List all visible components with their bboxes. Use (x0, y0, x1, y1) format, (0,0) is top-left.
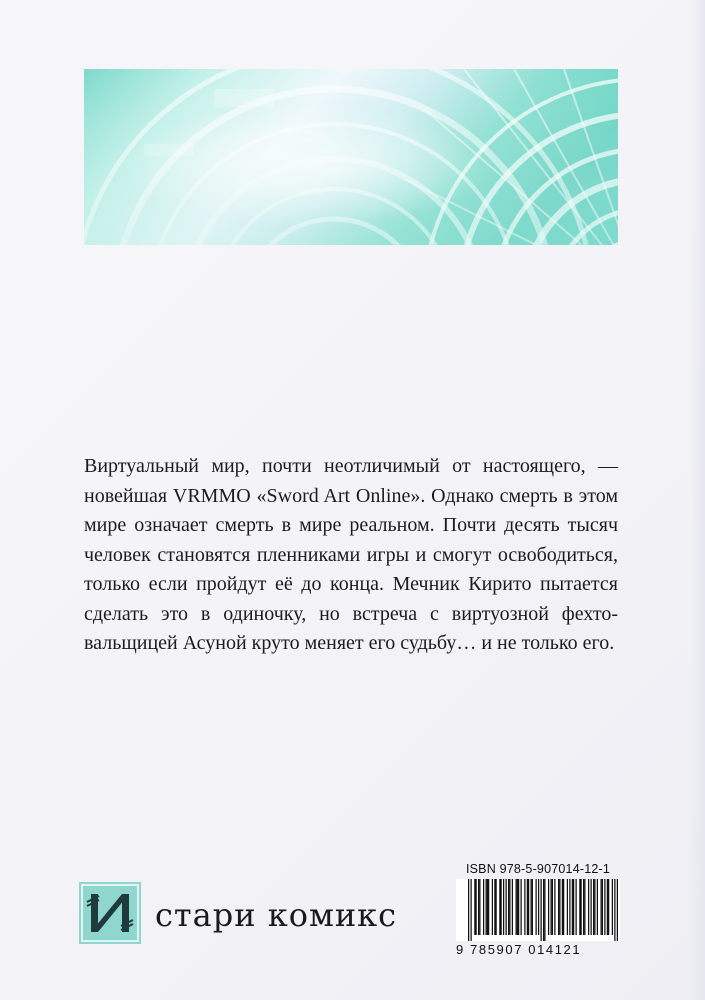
barcode-bar (532, 879, 533, 935)
blurb-line: новейшая VRMMO «Sword Art Online». Однако смерть в этом (84, 484, 618, 507)
barcode-bar (614, 879, 615, 941)
barcode-bar (476, 879, 477, 935)
barcode-bar (531, 879, 532, 935)
cover-edge-shadow (689, 0, 705, 1000)
barcode-bar (494, 879, 495, 935)
barcode-bar (588, 879, 589, 935)
barcode-bar (584, 879, 585, 935)
barcode-bar (548, 879, 549, 935)
cover-banner-image (84, 69, 618, 245)
blurb-line: Виртуальный мир, почти неотличимый от настоящего, — (84, 455, 618, 477)
barcode-bar (503, 879, 504, 935)
barcode-icon (456, 879, 620, 941)
isbn-label: ISBN 978-5-907014-12-1 (465, 862, 611, 876)
barcode-bar (544, 879, 545, 941)
barcode-bar (576, 879, 577, 935)
barcode-bar (563, 879, 564, 935)
barcode-bar (607, 879, 608, 935)
barcode-bar (617, 879, 618, 941)
publisher-logo-icon (79, 882, 141, 944)
barcode-bar (509, 879, 510, 935)
barcode-bar (478, 879, 479, 935)
barcode-bar (527, 879, 528, 935)
barcode-bar (506, 879, 507, 935)
barcode-bar (479, 879, 480, 935)
barcode-bar (474, 879, 475, 935)
barcode-bar (488, 879, 489, 935)
barcode-bar (559, 879, 560, 935)
barcode-bar (516, 879, 517, 935)
barcode-bar (499, 879, 500, 935)
barcode-bar (558, 879, 559, 935)
barcode-bar (573, 879, 574, 935)
barcode-bar (541, 879, 542, 941)
blurb-line: только если пройдут её до конца. Мечник Кирито пытается (84, 573, 618, 595)
blurb-line: вальщицей Асуной круто меняет его судьбу… и не только его. (84, 632, 615, 654)
barcode-digits: 9 785907 014121 (456, 942, 582, 957)
barcode-bar (581, 879, 582, 935)
blurb-line: человек становятся пленниками игры и смогут освободиться, (84, 543, 618, 566)
barcode-bar (572, 879, 573, 935)
barcode-bar (501, 879, 502, 935)
barcode-bar (594, 879, 595, 935)
isbn-barcode (456, 862, 620, 958)
barcode-bar (492, 879, 493, 935)
barcode-bar (538, 879, 539, 935)
barcode-bar (517, 879, 518, 935)
barcode-bar (593, 879, 594, 935)
blurb-line: сделать это в одиночку, но встреча с виртуозной фехто- (84, 602, 618, 625)
barcode-bar (521, 879, 522, 935)
barcode-bar (583, 879, 584, 935)
barcode-bar (487, 879, 488, 935)
barcode-bar (608, 879, 609, 935)
barcode-bar (528, 879, 529, 935)
barcode-bar (551, 879, 552, 935)
barcode-bar (591, 879, 592, 935)
barcode-bar (508, 879, 509, 935)
barcode-bar (496, 879, 497, 935)
barcode-bar (486, 879, 487, 935)
barcode-bar (602, 879, 603, 935)
barcode-bar (562, 879, 563, 935)
barcode-bar (612, 879, 613, 935)
barcode-bar (579, 879, 580, 935)
barcode-bar (604, 879, 605, 935)
barcode-bar (518, 879, 519, 935)
barcode-bar (536, 879, 537, 935)
publisher-name: стари комикс (155, 896, 398, 934)
barcode-bar (524, 879, 525, 935)
barcode-bar (552, 879, 553, 935)
barcode-bar (512, 879, 513, 935)
barcode-bar (483, 879, 484, 935)
barcode-bar (569, 879, 570, 935)
book-blurb (84, 452, 618, 659)
barcode-bar (567, 879, 568, 935)
barcode-bar (468, 879, 469, 941)
barcode-bar (597, 879, 598, 935)
barcode-bar (543, 879, 544, 941)
blurb-line: мире означает смерть в мире реальном. Почти десять тысяч (84, 514, 618, 536)
barcode-bar (601, 879, 602, 935)
barcode-bar (554, 879, 555, 935)
barcode-bar (471, 879, 472, 941)
